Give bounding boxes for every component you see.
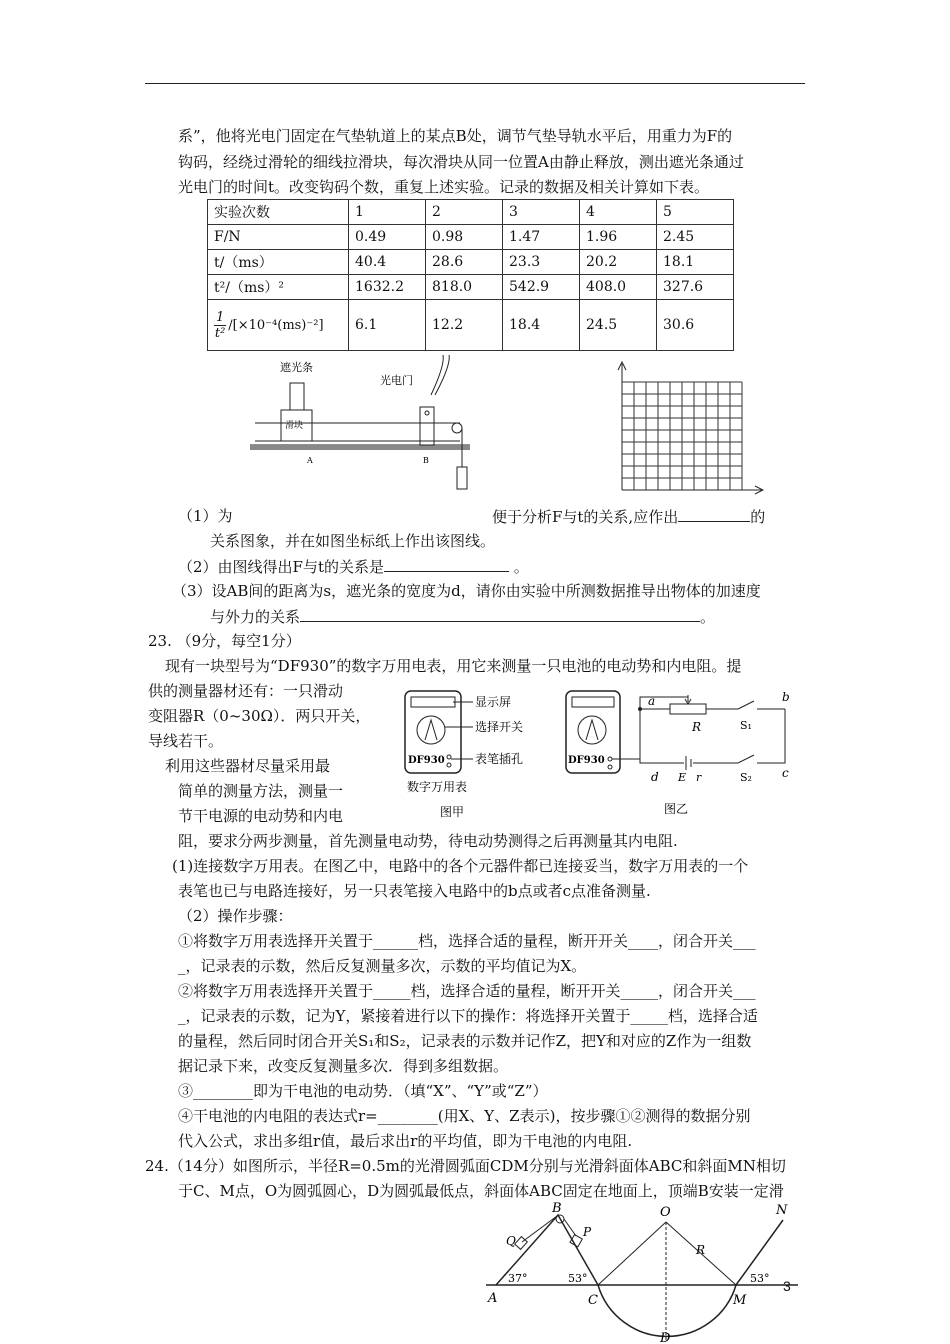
point-a-label: A bbox=[307, 456, 313, 465]
switch-s2 bbox=[738, 755, 754, 763]
table-cell: 1.47 bbox=[503, 225, 580, 250]
answer-blank[interactable] bbox=[300, 606, 700, 622]
fraction-denominator: t² bbox=[214, 326, 226, 341]
table-cell: 327.6 bbox=[657, 275, 734, 300]
q22-part1-a: （1）为 bbox=[178, 507, 233, 525]
table-header-cell: 实验次数 bbox=[208, 200, 349, 225]
table-header-cell: 2 bbox=[426, 200, 503, 225]
model-label: DF930 bbox=[568, 755, 605, 766]
fraction-numerator: 1 bbox=[216, 310, 225, 325]
table-cell: 2.45 bbox=[657, 225, 734, 250]
caption-figure-b: 图乙 bbox=[664, 802, 689, 816]
table-row bbox=[208, 250, 734, 275]
caption-figure-a: 图甲 bbox=[440, 805, 465, 819]
angle-m: 53° bbox=[750, 1272, 770, 1285]
q23-line-7: 节干电源的电动势和内电 bbox=[178, 807, 344, 825]
page-number: 3 bbox=[783, 1278, 791, 1294]
q23-line-2: 供的测量器材还有：一只滑动 bbox=[148, 682, 344, 700]
node-d-label: d bbox=[651, 770, 659, 784]
data-table bbox=[207, 199, 734, 351]
table-row bbox=[208, 200, 734, 225]
q22-part2: （2）由图线得出F与t的关系是 。 bbox=[178, 558, 529, 576]
header-rule bbox=[145, 83, 805, 84]
display-screen bbox=[572, 697, 614, 707]
q23-step2b-3: 的量程，然后同时闭合开关S₁和S₂，记录表的示数并记作Z，把Y和对应的Z作为一组数 bbox=[178, 1032, 752, 1050]
strip-label: 遮光条 bbox=[280, 361, 313, 374]
display-screen bbox=[411, 697, 455, 707]
s1-label: S₁ bbox=[740, 719, 752, 732]
q24-figure bbox=[478, 1200, 798, 1344]
table-cell: 0.49 bbox=[349, 225, 426, 250]
q24-line-1: 24.（14分）如图所示，半径R=0.5m的光滑圆弧面CDM分别与光滑斜面体ABC和斜面MN相切 bbox=[145, 1157, 786, 1175]
q23-step2b-1: ②将数字万用表选择开关置于_____档，选择合适的量程，断开开关_____，闭合开关___ bbox=[178, 982, 756, 1000]
q23-step2: （2）操作步骤： bbox=[178, 907, 293, 925]
angle-a: 37° bbox=[508, 1272, 528, 1285]
light-strip bbox=[290, 383, 304, 410]
emf-label: E bbox=[678, 771, 687, 784]
hook-weight bbox=[457, 467, 467, 489]
table-cell: F/N bbox=[208, 225, 349, 250]
fraction-unit: /[×10⁻⁴(ms)⁻²] bbox=[228, 318, 324, 333]
intro-line-3: 光电门的时间t。改变钩码个数，重复上述实验。记录的数据及相关计算如下表。 bbox=[178, 178, 710, 196]
table-cell: 12.2 bbox=[426, 300, 503, 351]
table-cell: 18.4 bbox=[503, 300, 580, 351]
q23-line-8: 阻，要求分两步测量，首先测量电动势，待电动势测得之后再测量其内电阻. bbox=[178, 832, 678, 850]
table-row bbox=[208, 300, 734, 351]
table-cell: 30.6 bbox=[657, 300, 734, 351]
gate-wire bbox=[431, 355, 449, 395]
pulley bbox=[452, 423, 462, 433]
track-base bbox=[250, 445, 470, 450]
answer-blank[interactable] bbox=[384, 556, 509, 572]
switch-label: 选择开关 bbox=[475, 720, 524, 734]
q23-step2a-2: _，记录表的示数，然后反复测量多次，示数的平均值记为X。 bbox=[178, 957, 587, 975]
q23-line-1: 现有一块型号为“DF930”的数字万用电表，用它来测量一只电池的电动势和内电阻。提 bbox=[165, 657, 742, 675]
label-c: C bbox=[588, 1293, 598, 1308]
table-row bbox=[208, 225, 734, 250]
q23-title: 23. （9分，每空1分） bbox=[148, 632, 301, 650]
table-cell: t²/（ms）² bbox=[208, 275, 349, 300]
q23-step1-a: (1)连接数字万用表。在图乙中，电路中的各个元器件都已连接妥当，数字万用表的一个 bbox=[172, 857, 749, 875]
node-b-label: b bbox=[782, 690, 790, 704]
node-c-label: c bbox=[782, 766, 789, 780]
answer-blank[interactable] bbox=[678, 506, 750, 522]
node-a-label: a bbox=[648, 694, 656, 708]
angle-c: 53° bbox=[568, 1272, 588, 1285]
q23-step2c: ③________即为干电池的电动势．（填“X”、“Y”或“Z”） bbox=[178, 1082, 548, 1100]
label-a: A bbox=[488, 1291, 498, 1306]
q23-step1-b: 表笔也已与电路连接好，另一只表笔接入电路中的b点或者c点准备测量. bbox=[178, 882, 651, 900]
table-cell: 408.0 bbox=[580, 275, 657, 300]
arc-cdm bbox=[598, 1285, 736, 1336]
rheostat bbox=[670, 704, 706, 714]
q22-part3-b: 与外力的关系 。 bbox=[210, 608, 716, 626]
table-cell: 40.4 bbox=[349, 250, 426, 275]
q23-step2d-2: 代入公式，求出多组r值，最后求出r的平均值，即为干电池的内电阻. bbox=[178, 1132, 633, 1150]
label-d: D bbox=[660, 1331, 671, 1344]
label-o: O bbox=[660, 1205, 671, 1220]
slider-label: 滑块 bbox=[285, 421, 304, 431]
intro-line-2: 钩码，经绕过滑轮的细线拉滑块，每次滑块从同一位置A由静止释放，测出遮光条通过 bbox=[178, 153, 744, 171]
label-b: B bbox=[552, 1201, 562, 1216]
table-cell: 818.0 bbox=[426, 275, 503, 300]
q23-step2a-1: ①将数字万用表选择开关置于______档，选择合适的量程，断开开关____，闭合开关___ bbox=[178, 932, 756, 950]
air-track-figure bbox=[245, 355, 485, 505]
q22-part1-c: 关系图象，并在如图坐标纸上作出该图线。 bbox=[210, 532, 496, 550]
resistor-label: R bbox=[692, 720, 702, 734]
point-b-label: B bbox=[423, 456, 429, 465]
table-cell-fraction bbox=[208, 300, 349, 351]
intro-line-1: 系”，他将光电门固定在气垫轨道上的某点B处，调节气垫导轨水平后，用重力为F的 bbox=[178, 127, 733, 145]
q23-step2b-2: _，记录表的示数，记为Y，紧接着进行以下的操作：将选择开关置于_____档，选择合适 bbox=[178, 1007, 758, 1025]
q23-line-6: 简单的测量方法，测量一 bbox=[178, 782, 344, 800]
graph-paper bbox=[605, 360, 770, 505]
block-q bbox=[515, 1237, 528, 1250]
label-q: Q bbox=[506, 1234, 516, 1248]
table-cell: 18.1 bbox=[657, 250, 734, 275]
table-cell: 1632.2 bbox=[349, 275, 426, 300]
q23-step2b-4: 据记录下来，改变反复测量多次．得到多组数据。 bbox=[178, 1057, 509, 1075]
q22-part1-b: 便于分析F与t的关系,应作出 的 bbox=[492, 508, 766, 526]
label-n: N bbox=[776, 1203, 788, 1218]
table-row bbox=[208, 275, 734, 300]
table-cell: 20.2 bbox=[580, 250, 657, 275]
figure-a-multimeter bbox=[395, 683, 555, 823]
gate-label: 光电门 bbox=[380, 374, 413, 387]
model-label: DF930 bbox=[408, 755, 445, 766]
jack-label: 表笔插孔 bbox=[475, 752, 524, 766]
q23-step2d-1: ④干电池的内电阻的表达式r=________(用X、Y、Z表示)，按步骤①②测得的数据分别 bbox=[178, 1107, 751, 1125]
table-cell: 23.3 bbox=[503, 250, 580, 275]
figure-b-circuit bbox=[560, 683, 810, 823]
grid-lines bbox=[622, 382, 742, 490]
q24-line-2: 于C、M点，O为圆弧圆心，D为圆弧最低点，斜面体ABC固定在地面上，顶端B安装一定滑 bbox=[178, 1182, 784, 1200]
q23-line-5: 利用这些器材尽量采用最 bbox=[165, 757, 331, 775]
table-header-cell: 3 bbox=[503, 200, 580, 225]
table-cell: 24.5 bbox=[580, 300, 657, 351]
table-cell: t/（ms） bbox=[208, 250, 349, 275]
internal-r-label: r bbox=[696, 771, 702, 784]
table-header-cell: 1 bbox=[349, 200, 426, 225]
table-cell: 0.98 bbox=[426, 225, 503, 250]
table-cell: 1.96 bbox=[580, 225, 657, 250]
s2-label: S₂ bbox=[740, 771, 752, 784]
label-r: R bbox=[696, 1243, 706, 1257]
screen-label: 显示屏 bbox=[475, 695, 512, 709]
label-m: M bbox=[733, 1293, 747, 1308]
q23-line-4: 导线若干。 bbox=[148, 732, 224, 750]
q23-line-3: 变阻器R（0~30Ω）．两只开关， bbox=[148, 707, 371, 725]
photogate bbox=[420, 407, 434, 445]
table-cell: 542.9 bbox=[503, 275, 580, 300]
table-header-cell: 5 bbox=[657, 200, 734, 225]
caption-multimeter: 数字万用表 bbox=[407, 780, 468, 794]
table-cell: 6.1 bbox=[349, 300, 426, 351]
table-header-cell: 4 bbox=[580, 200, 657, 225]
table-cell: 28.6 bbox=[426, 250, 503, 275]
switch-s1 bbox=[738, 701, 754, 709]
q22-part3-a: （3）设AB间的距离为s，遮光条的宽度为d，请你由实验中所测数据推导出物体的加速度 bbox=[172, 582, 761, 600]
label-p: P bbox=[583, 1225, 592, 1239]
